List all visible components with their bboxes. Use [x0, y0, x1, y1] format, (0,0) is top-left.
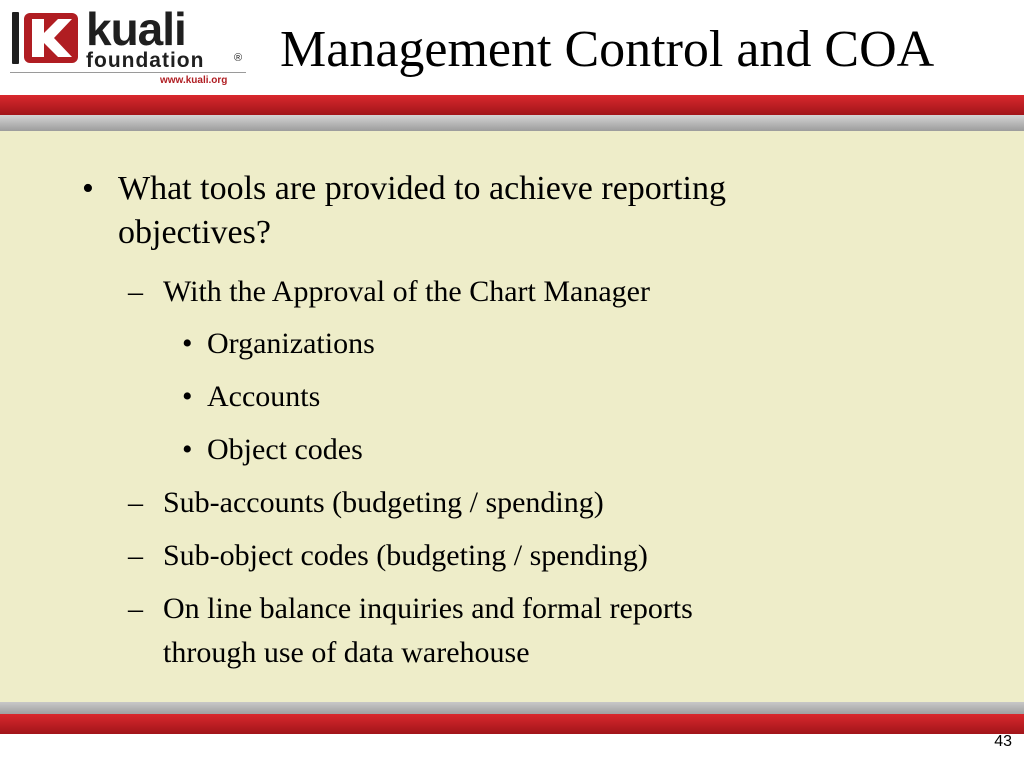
sub-sub-bullet-text: Organizations	[207, 327, 375, 360]
logo-wordmark: kuali	[86, 3, 186, 55]
logo-bar	[12, 12, 19, 64]
sub-bullet-text-line: through use of data warehouse	[163, 636, 530, 669]
bottom-gray-band	[0, 702, 1024, 714]
bullet-marker: •	[82, 170, 94, 207]
dash-marker: –	[128, 592, 143, 625]
logo-url: www.kuali.org	[160, 75, 228, 86]
dash-marker: –	[128, 539, 143, 572]
kuali-foundation-logo	[10, 3, 250, 90]
k-letter-icon	[24, 13, 78, 63]
slide-header	[0, 0, 1024, 95]
sub-sub-bullet-text: Accounts	[207, 380, 321, 413]
bullet-marker: •	[182, 327, 193, 360]
top-red-band	[0, 95, 1024, 115]
dash-marker: –	[128, 275, 143, 308]
top-gray-band	[0, 115, 1024, 131]
dash-marker: –	[128, 486, 143, 519]
sub-bullet-text	[163, 587, 863, 675]
sub-bullet-text: With the Approval of the Chart Manager	[163, 275, 650, 308]
bullet-text-line: objectives?	[118, 214, 271, 251]
logo-divider	[10, 72, 246, 73]
sub-sub-bullet-text: Object codes	[207, 433, 363, 466]
bullet-text-line: What tools are provided to achieve reporting	[118, 170, 726, 207]
slide-content	[0, 131, 1024, 702]
slide-title: Management Control and COA	[280, 21, 935, 78]
page-number: 43	[994, 733, 1012, 750]
logo-subtext: foundation	[86, 49, 205, 72]
sub-bullet-text-line: On line balance inquiries and formal reports	[163, 592, 693, 625]
bullet-text	[118, 167, 878, 255]
registered-mark: ®	[234, 52, 243, 64]
sub-bullet-text: Sub-object codes (budgeting / spending)	[163, 539, 648, 572]
sub-bullet-text: Sub-accounts (budgeting / spending)	[163, 486, 604, 519]
bottom-red-band	[0, 714, 1024, 734]
bullet-marker: •	[182, 433, 193, 466]
bullet-marker: •	[182, 380, 193, 413]
